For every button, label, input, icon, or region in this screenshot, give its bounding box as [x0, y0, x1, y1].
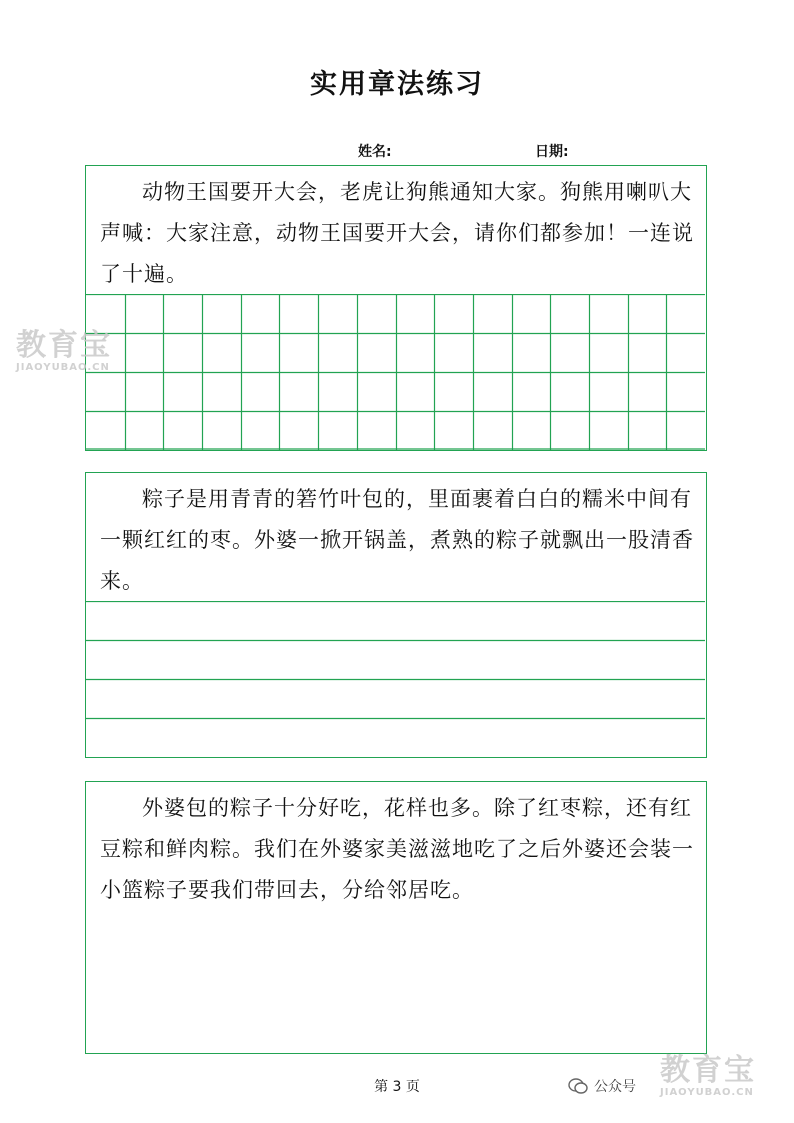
wechat-label: 公众号 — [594, 1079, 636, 1095]
page-number: 第 3 页 — [374, 1079, 420, 1095]
writing-lines[interactable] — [86, 601, 706, 757]
watermark-right — [660, 1055, 756, 1098]
grid-lines — [86, 294, 705, 450]
exercise-box-3[interactable] — [85, 781, 707, 1054]
exercise-box-2 — [85, 472, 707, 758]
line-rules — [86, 601, 705, 757]
exercise-box-1 — [85, 165, 707, 451]
wechat-icon — [568, 1078, 588, 1094]
watermark-left — [16, 330, 112, 373]
exercise-text-2: 粽子是用青青的箬竹叶包的，里面裹着白白的糯米中间有一颗红红的枣。外婆一掀开锅盖，煮熟的粽子就飘出一股清香来。 — [100, 487, 694, 593]
writing-grid[interactable] — [86, 294, 706, 450]
watermark-domain: JIAOYUBAO.CN — [16, 362, 110, 373]
name-label: 姓名: — [358, 144, 392, 160]
wechat-badge — [568, 1076, 636, 1096]
exercise-text-1: 动物王国要开大会，老虎让狗熊通知大家。狗熊用喇叭大声喊：大家注意，动物王国要开大会，请你们都参加！一连说了十遍。 — [100, 180, 694, 286]
watermark-domain-2: JIAOYUBAO.CN — [660, 1087, 754, 1098]
watermark-brand-2: 教育宝 — [660, 1053, 756, 1088]
exercise-text-3: 外婆包的粽子十分好吃，花样也多。除了红枣粽，还有红豆粽和鲜肉粽。我们在外婆家美滋滋地吃了之后外婆还会装一小篮粽子要我们带回去，分给邻居吃。 — [100, 796, 694, 902]
date-label: 日期: — [535, 144, 569, 160]
page-title: 实用章法练习 — [310, 69, 484, 100]
watermark-brand: 教育宝 — [16, 328, 112, 363]
